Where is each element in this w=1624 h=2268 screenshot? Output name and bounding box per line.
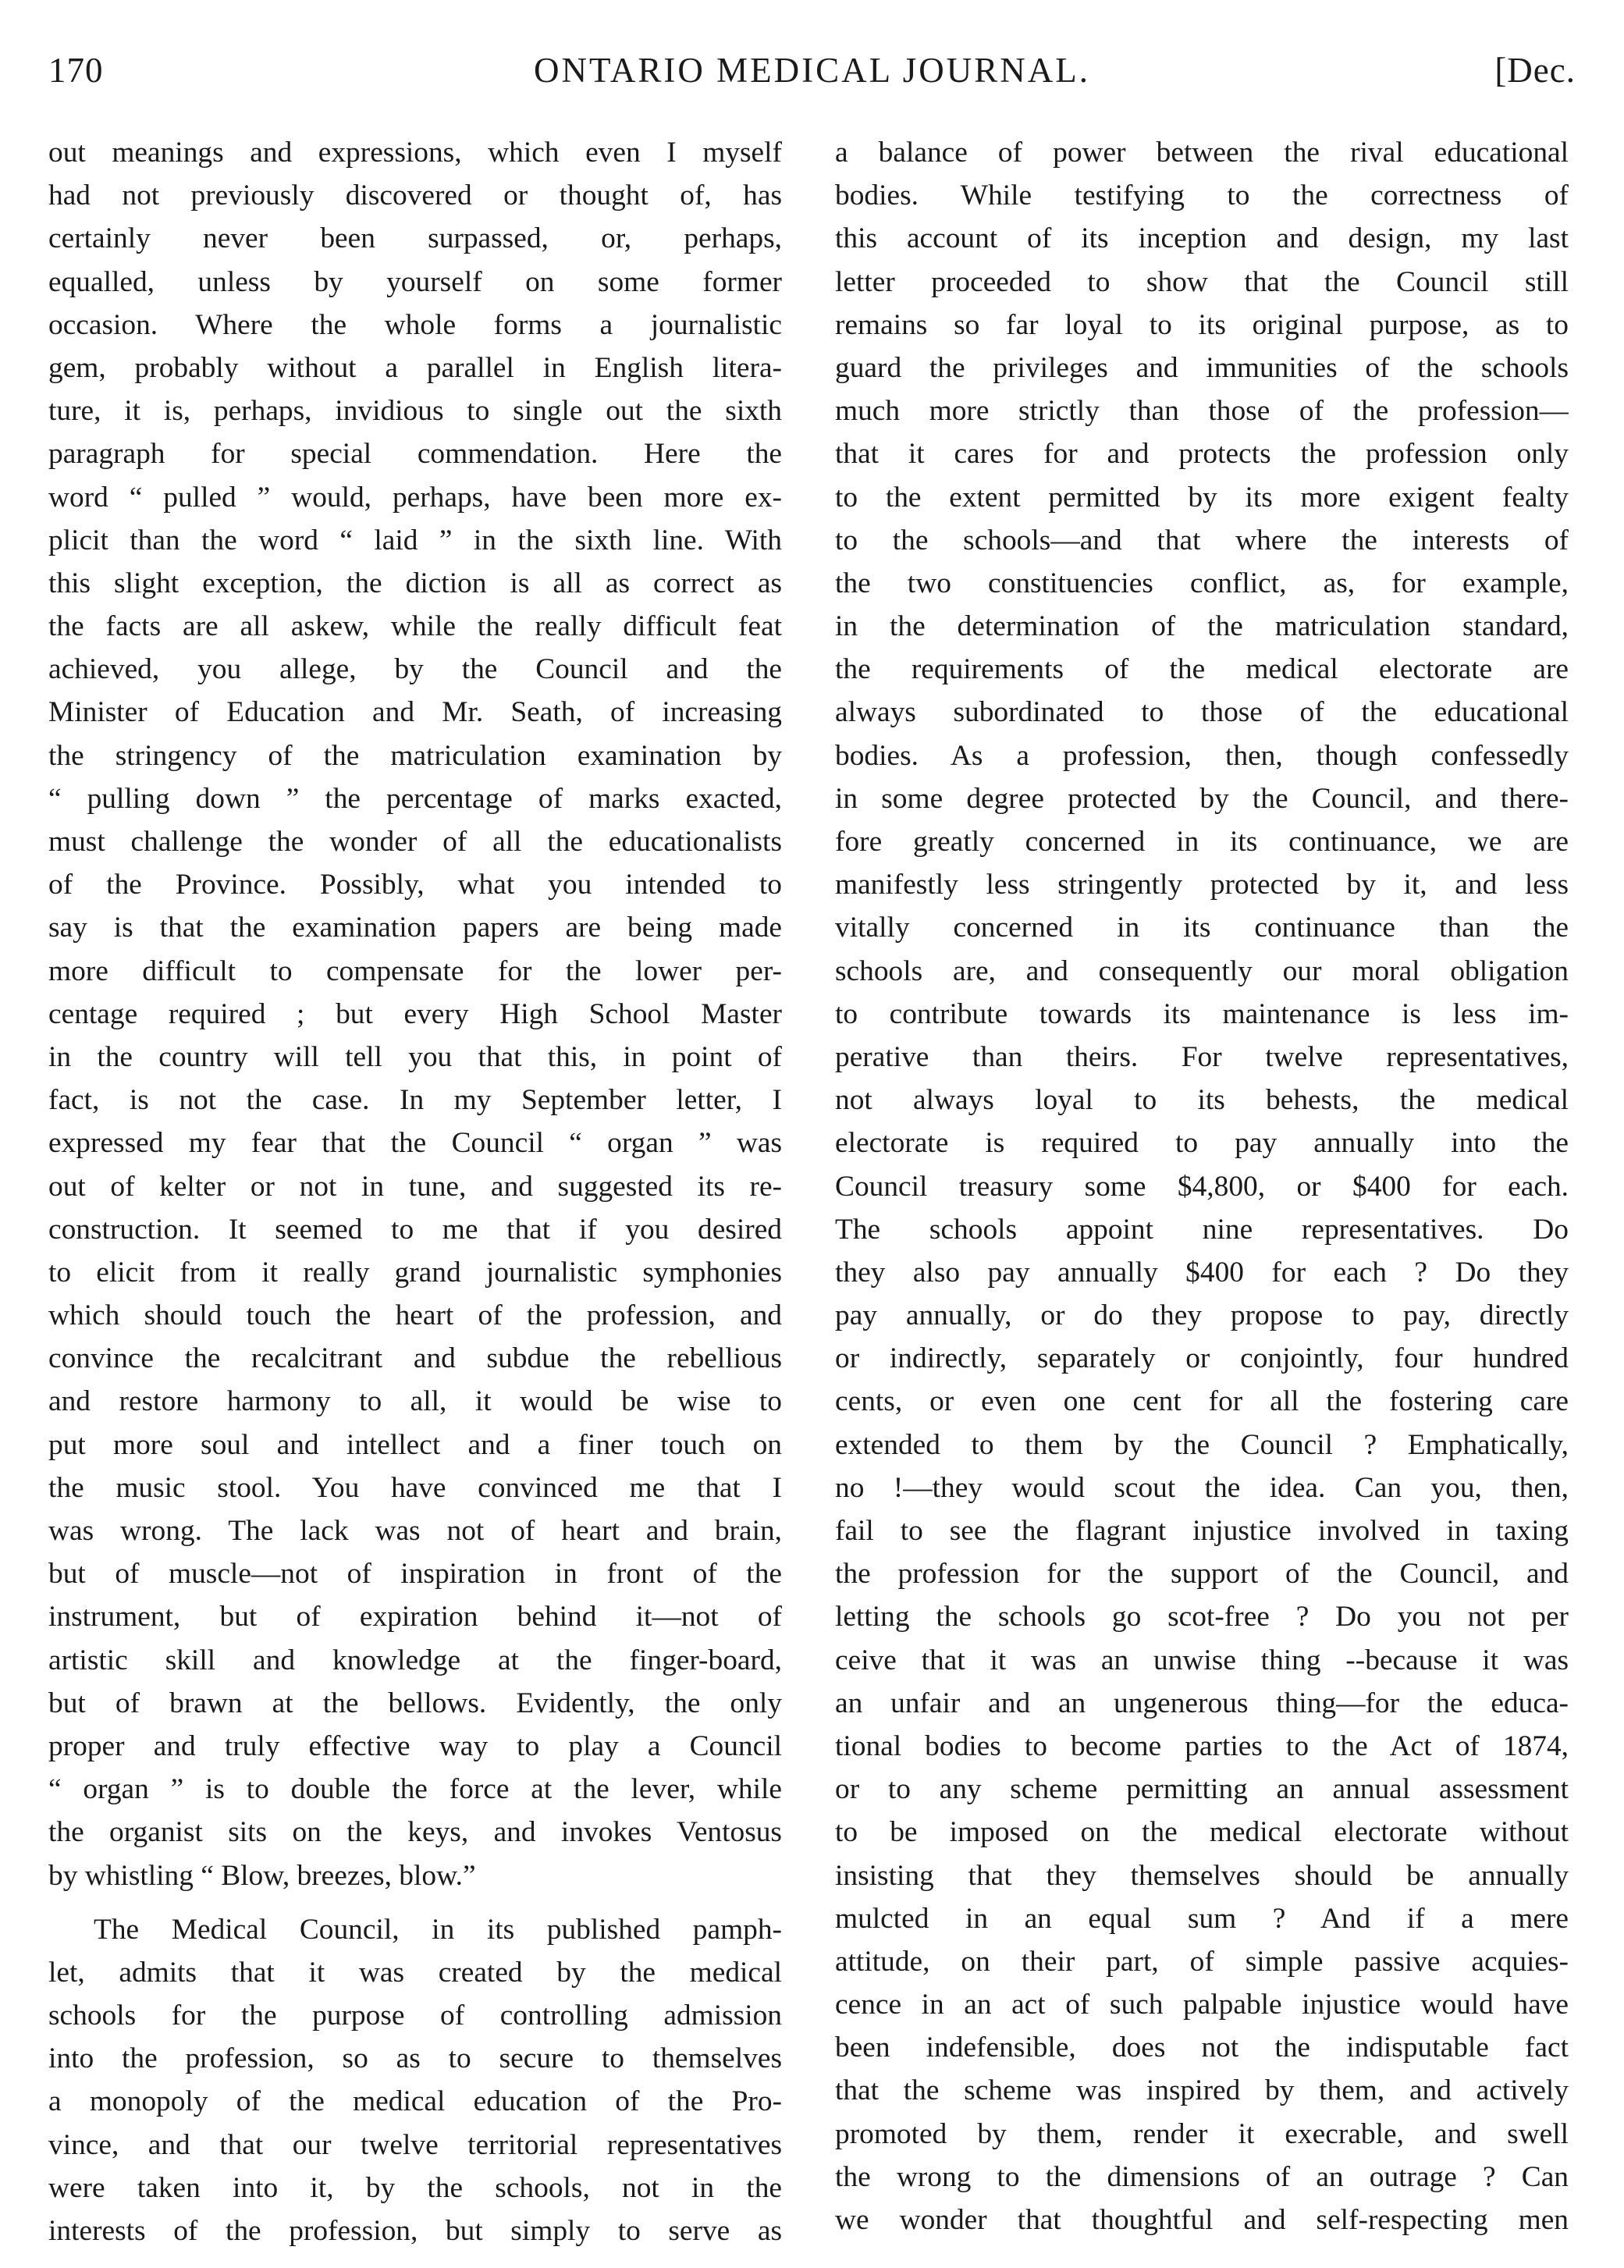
text-line: achieved, you allege, by the Council and the (48, 653, 782, 686)
text-line: convince the recalcitrant and subdue the rebellious (48, 1342, 782, 1375)
left-paragraph-2 (48, 1908, 782, 2253)
text-line: in the country will tell you that this, in point of (48, 1040, 782, 1073)
text-line: bodies. While testifying to the correctness of (835, 180, 1569, 212)
text-line: remains so far loyal to its original purpose, as to (835, 308, 1569, 341)
text-line: a monopoly of the medical education of the Pro- (48, 2085, 782, 2118)
text-line: fail to see the flagrant injustice involved in taxing (835, 1515, 1569, 1547)
text-line: was wrong. The lack was not of heart and brain, (48, 1515, 782, 1547)
text-line: expressed my fear that the Council “ organ ” was (48, 1127, 782, 1160)
text-line: cence in an act of such palpable injustice would have (835, 1989, 1569, 2021)
text-line: to the extent permitted by its more exigent fealty (835, 481, 1569, 514)
text-line: attitude, on their part, of simple passive acquies- (835, 1945, 1569, 1978)
text-line: out meanings and expressions, which even I myself (48, 137, 782, 169)
text-line: ture, it is, perhaps, invidious to single out the sixth (48, 395, 782, 428)
text-line: not always loyal to its behests, the medical (835, 1084, 1569, 1117)
text-line: occasion. Where the whole forms a journalistic (48, 308, 782, 341)
text-line: no !—they would scout the idea. Can you, then, (835, 1471, 1569, 1504)
text-line: the facts are all askew, while the really difficult feat (48, 610, 782, 643)
left-paragraph-1 (48, 131, 782, 1897)
text-line: fore greatly concerned in its continuance, we are (835, 826, 1569, 858)
text-line: centage required ; but every High School Master (48, 997, 782, 1030)
text-line: vitally concerned in its continuance than the (835, 912, 1569, 944)
text-line: guard the privileges and immunities of the schools (835, 351, 1569, 384)
text-line: the requirements of the medical electorate are (835, 653, 1569, 686)
text-line: The schools appoint nine representatives. Do (835, 1213, 1569, 1246)
text-line: the wrong to the dimensions of an outrage ? Can (835, 2160, 1569, 2193)
text-line: much more strictly than those of the profession— (835, 395, 1569, 428)
text-line: letting the schools go scot-free ? Do you not per (835, 1601, 1569, 1633)
text-line: the profession for the support of the Council, and (835, 1558, 1569, 1591)
text-line: proper and truly effective way to play a Council (48, 1729, 782, 1762)
text-line: that it cares for and protects the profession only (835, 438, 1569, 471)
text-line: Council treasury some $4,800, or $400 for each. (835, 1170, 1569, 1203)
text-line: plicit than the word “ laid ” in the sixth line. With (48, 524, 782, 556)
text-line: but of brawn at the bellows. Evidently, the only (48, 1687, 782, 1719)
right-column (835, 131, 1569, 2241)
text-line: must challenge the wonder of all the educationalists (48, 826, 782, 858)
text-line: tional bodies to become parties to the Act of 1874, (835, 1729, 1569, 1762)
text-line: which should touch the heart of the profession, and (48, 1299, 782, 1332)
text-line: The Medical Council, in its published pamph- (94, 1913, 782, 1946)
text-line: perative than theirs. For twelve representatives, (835, 1040, 1569, 1073)
text-line: out of kelter or not in tune, and suggested its re- (48, 1170, 782, 1203)
text-line: put more soul and intellect and a finer touch on (48, 1428, 782, 1461)
text-line: vince, and that our twelve territorial representatives (48, 2128, 782, 2161)
text-line: into the profession, so as to secure to themselves (48, 2042, 782, 2075)
text-line: the stringency of the matriculation examination by (48, 739, 782, 772)
left-column (48, 131, 782, 2252)
text-line: but of muscle—not of inspiration in front of the (48, 1558, 782, 1591)
text-line: an unfair and an ungenerous thing—for the educa- (835, 1687, 1569, 1719)
text-line: Minister of Education and Mr. Seath, of increasing (48, 696, 782, 729)
paragraph-gap (48, 1897, 782, 1908)
text-line: paragraph for special commendation. Here the (48, 438, 782, 471)
right-paragraph-1 (835, 131, 1569, 2241)
text-line: artistic skill and knowledge at the finger-board, (48, 1644, 782, 1676)
text-line: schools are, and consequently our moral obligation (835, 954, 1569, 987)
text-line: to elicit from it really grand journalistic symphonies (48, 1256, 782, 1289)
journal-title: ONTARIO MEDICAL JOURNAL. (534, 51, 1090, 90)
text-line: electorate is required to pay annually into the (835, 1127, 1569, 1160)
text-line: they also pay annually $400 for each ? Do they (835, 1256, 1569, 1289)
text-line: in the determination of the matriculation standard, (835, 610, 1569, 643)
text-line: gem, probably without a parallel in English litera- (48, 351, 782, 384)
text-line: instrument, but of expiration behind it—not of (48, 1601, 782, 1633)
text-line: insisting that they themselves should be annually (835, 1859, 1569, 1892)
text-line: always subordinated to those of the educational (835, 696, 1569, 729)
text-line: mulcted in an equal sum ? And if a mere (835, 1902, 1569, 1935)
text-line: let, admits that it was created by the medical (48, 1956, 782, 1989)
text-line: manifestly less stringently protected by it, and less (835, 869, 1569, 901)
text-line: certainly never been surpassed, or, perhaps, (48, 222, 782, 255)
text-line: schools for the purpose of controlling admission (48, 2000, 782, 2032)
text-line: and restore harmony to all, it would be wise to (48, 1385, 782, 1418)
text-line: promoted by them, render it execrable, and swell (835, 2117, 1569, 2150)
text-line: to the schools—and that where the interests of (835, 524, 1569, 556)
text-line: or to any scheme permitting an annual assessment (835, 1773, 1569, 1806)
text-line: word “ pulled ” would, perhaps, have been more ex- (48, 481, 782, 514)
text-line: fact, is not the case. In my September letter, I (48, 1084, 782, 1117)
text-line: bodies. As a profession, then, though confessedly (835, 739, 1569, 772)
text-line: a balance of power between the rival educational (835, 137, 1569, 169)
text-line: in some degree protected by the Council, and there- (835, 782, 1569, 815)
text-line: that the scheme was inspired by them, and actively (835, 2074, 1569, 2107)
text-line: say is that the examination papers are being made (48, 912, 782, 944)
text-line: had not previously discovered or thought of, has (48, 180, 782, 212)
text-line: “ organ ” is to double the force at the lever, while (48, 1773, 782, 1806)
text-line: more difficult to compensate for the lower per- (48, 954, 782, 987)
text-line: “ pulling down ” the percentage of marks exacted, (48, 782, 782, 815)
text-line: by whistling “ Blow, breezes, blow.” (48, 1859, 476, 1892)
text-line: or indirectly, separately or conjointly, four hundred (835, 1342, 1569, 1375)
text-line: construction. It seemed to me that if you desired (48, 1213, 782, 1246)
text-line: were taken into it, by the schools, not in the (48, 2171, 782, 2204)
text-line: extended to them by the Council ? Emphatically, (835, 1428, 1569, 1461)
issue-month: [Dec. (1494, 51, 1576, 90)
text-line: the music stool. You have convinced me that I (48, 1471, 782, 1504)
text-line: been indefensible, does not the indisputable fact (835, 2032, 1569, 2064)
text-line: to be imposed on the medical electorate without (835, 1816, 1569, 1849)
text-line: the two constituencies conflict, as, for example, (835, 567, 1569, 599)
text-line: equalled, unless by yourself on some former (48, 265, 782, 298)
text-line: we wonder that thoughtful and self-respecting men (835, 2204, 1569, 2236)
text-line: pay annually, or do they propose to pay, directly (835, 1299, 1569, 1332)
text-line: cents, or even one cent for all the fostering care (835, 1385, 1569, 1418)
running-head (48, 50, 1576, 97)
text-line: this account of its inception and design, my last (835, 222, 1569, 255)
page-number: 170 (48, 51, 104, 90)
text-line: interests of the profession, but simply to serve as (48, 2215, 782, 2247)
text-line: of the Province. Possibly, what you intended to (48, 869, 782, 901)
text-line: letter proceeded to show that the Council still (835, 265, 1569, 298)
text-line: this slight exception, the diction is all as correct as (48, 567, 782, 599)
text-line: the organist sits on the keys, and invokes Ventosus (48, 1816, 782, 1849)
text-line: to contribute towards its maintenance is less im- (835, 997, 1569, 1030)
text-line: ceive that it was an unwise thing --because it was (835, 1644, 1569, 1676)
